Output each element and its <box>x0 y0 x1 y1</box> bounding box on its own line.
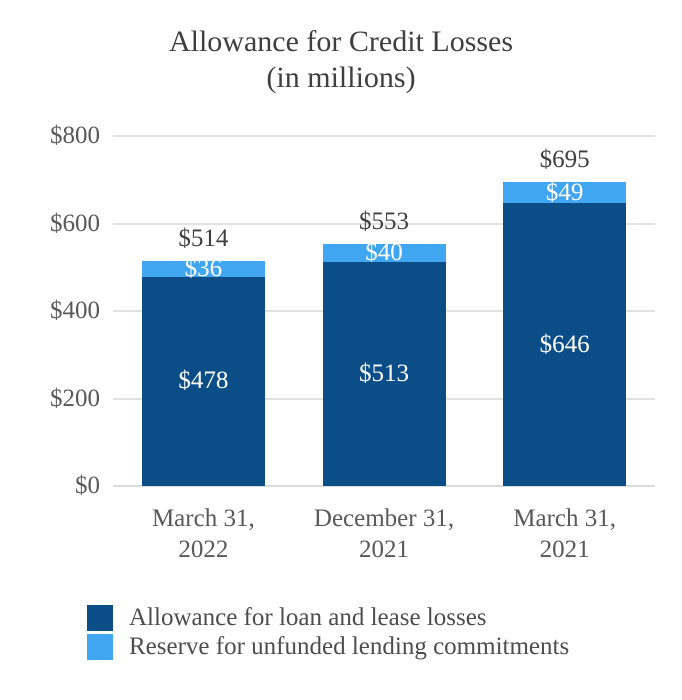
bar-2-value-1: $49 <box>545 178 584 206</box>
x-tick-line: March 31, <box>513 505 617 532</box>
bar-0-value-0: $478 <box>178 367 229 395</box>
bar-2-total: $695 <box>539 145 590 173</box>
y-tick-label: $200 <box>50 384 100 412</box>
bar-0-total: $514 <box>178 225 229 253</box>
legend <box>87 604 569 660</box>
x-tick-line: March 31, <box>151 505 255 532</box>
x-tick-line: 2021 <box>359 536 409 563</box>
x-tick-label-1 <box>314 503 454 565</box>
x-tick-label-0 <box>152 503 255 565</box>
bar-1-value-1: $40 <box>365 238 403 266</box>
bar-1-total: $553 <box>359 208 409 236</box>
bar-2-value-0: $646 <box>539 330 590 358</box>
chart-title: Allowance for Credit Losses <box>168 25 514 58</box>
bar-0-value-1: $36 <box>184 255 223 282</box>
y-tick-label: $0 <box>75 472 100 499</box>
legend-label: Allowance for loan and lease losses <box>129 604 487 631</box>
x-tick-line: 2021 <box>539 536 590 563</box>
legend-swatch-icon <box>87 634 113 660</box>
gridline-800 <box>113 135 655 137</box>
y-tick-label: $400 <box>50 297 100 324</box>
legend-label: Reserve for unfunded lending commitments <box>129 633 570 660</box>
chart-subtitle: (in millions) <box>266 61 416 94</box>
legend-row-1 <box>87 633 569 660</box>
y-tick-label: $800 <box>50 122 100 149</box>
x-tick-label-2 <box>513 503 616 565</box>
legend-row-0 <box>87 604 569 631</box>
chart-title-block <box>0 24 682 96</box>
bar-1-value-0: $513 <box>359 359 409 387</box>
y-tick-label: $600 <box>50 209 100 237</box>
legend-swatch-icon <box>87 605 113 631</box>
x-tick-line: 2022 <box>178 536 229 563</box>
x-tick-line: December 31, <box>313 505 455 532</box>
